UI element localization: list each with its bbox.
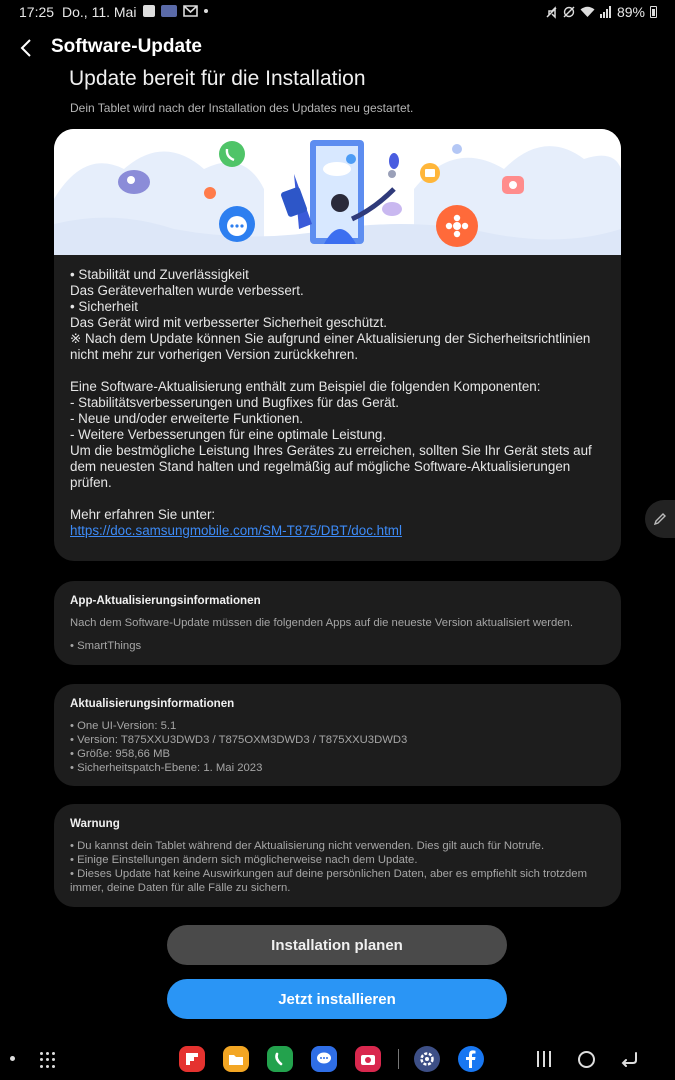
nav-back-button[interactable] xyxy=(620,1050,638,1068)
flipboard-glyph-icon xyxy=(185,1052,199,1066)
warning-title: Warnung xyxy=(70,817,120,830)
wifi-icon xyxy=(580,6,595,18)
facebook-icon[interactable] xyxy=(458,1046,484,1072)
facebook-f-icon xyxy=(465,1050,477,1068)
install-now-button[interactable]: Jetzt installieren xyxy=(167,979,507,1019)
status-bar xyxy=(0,0,675,24)
news-notification-icon xyxy=(161,5,177,17)
battery-icon xyxy=(650,6,657,18)
release-notes-link[interactable]: https://doc.samsungmobile.com/SM-T875/DBT/doc.html xyxy=(70,523,402,538)
app-header xyxy=(0,32,675,64)
files-icon[interactable] xyxy=(223,1046,249,1072)
signal-icon xyxy=(600,6,612,18)
mute-icon xyxy=(545,6,558,19)
camera-lens-icon xyxy=(360,1052,376,1066)
warning-line: • Du kannst dein Tablet während der Aktualisierung nicht verwenden. Dies gilt auch für Notrufe. xyxy=(70,840,545,852)
phone-handset-icon xyxy=(273,1052,287,1066)
update-subtitle: Dein Tablet wird nach der Installation des Updates neu gestartet. xyxy=(70,101,414,115)
alarm-off-icon xyxy=(563,6,575,18)
update-illustration xyxy=(54,129,621,255)
settings-icon[interactable] xyxy=(414,1046,440,1072)
home-button[interactable] xyxy=(578,1051,595,1068)
pencil-icon xyxy=(653,512,667,526)
edge-panel-handle[interactable] xyxy=(645,500,675,538)
battery-percentage: 89% xyxy=(616,4,645,20)
update-info-line: • Sicherheitspatch-Ebene: 1. Mai 2023 xyxy=(70,762,263,774)
update-info-card xyxy=(54,684,621,786)
mail-notification-icon xyxy=(183,5,198,17)
update-heading: Update bereit für die Installation xyxy=(69,67,366,90)
page-title: Software-Update xyxy=(51,36,202,57)
warning-line: • Dieses Update hat keine Auswirkungen auf deine persönlichen Daten, aber es empfiehlt sich trotzdem immer, deine Daten für alle Fälle zu sichern. xyxy=(70,868,588,894)
more-notifications-icon xyxy=(204,9,208,13)
apps-grid-icon[interactable] xyxy=(40,1052,56,1068)
status-date: Do., 11. Mai xyxy=(62,4,137,20)
update-info-line: • One UI-Version: 5.1 xyxy=(70,720,177,732)
release-notes-text: • Stabilität und Zuverlässigkeit Das Geräteverhalten wurde verbessert. • Sicherheit Das Gerät wird mit verbesserter Sicherheit geschützt. ※ Nach dem Update können Sie aufgrund einer Aktualisierung der Sicherheitsrichtlinien nicht mehr zur vorherigen Version zurückkehren. Eine Software-Aktualisierung enthält zum Beispiel die folgenden Komponenten: - Stabilitätsverbesserungen und Bugfixes für das Gerät. - Neue und/oder erweiterte Funktionen. - Weitere Verbesserungen für eine optimale Leistung. Um die bestmögliche Leistung Ihres Gerätes zu erreichen, sollten Sie Ihr Gerät stets auf dem neuesten Stand halten und regelmäßig auf mögliche Software-Aktualisierungen prüfen. Mehr erfahren Sie unter: xyxy=(70,267,592,522)
update-info-line: • Version: T875XXU3DWD3 / T875OXM3DWD3 / T875XXU3DWD3 xyxy=(70,734,408,746)
notification-icons xyxy=(143,5,208,17)
app-update-title: App-Aktualisierungsinformationen xyxy=(70,594,261,607)
app-update-info-card xyxy=(54,581,621,665)
update-info-list xyxy=(70,719,605,775)
release-notes-card xyxy=(54,129,621,561)
chat-bubble-icon xyxy=(316,1052,332,1066)
app-update-list-item: • SmartThings xyxy=(70,640,142,652)
recents-button[interactable] xyxy=(537,1051,553,1067)
checkbox-notification-icon xyxy=(143,5,155,17)
phone-icon[interactable] xyxy=(267,1046,293,1072)
warning-line: • Einige Einstellungen ändern sich möglicherweise nach dem Update. xyxy=(70,854,418,866)
camera-icon[interactable] xyxy=(355,1046,381,1072)
warning-list xyxy=(70,839,605,895)
taskbar xyxy=(0,1040,675,1080)
schedule-install-button[interactable]: Installation planen xyxy=(167,925,507,965)
back-button[interactable] xyxy=(12,34,40,62)
chevron-left-icon xyxy=(20,39,32,57)
update-info-line: • Größe: 958,66 MB xyxy=(70,748,171,760)
warning-card xyxy=(54,804,621,907)
status-time: 17:25 xyxy=(19,4,55,20)
messages-icon[interactable] xyxy=(311,1046,337,1072)
gear-icon xyxy=(419,1051,435,1067)
taskbar-indicator-dot xyxy=(10,1056,15,1061)
update-illustration-art xyxy=(54,129,621,255)
update-info-title: Aktualisierungsinformationen xyxy=(70,697,235,710)
folder-icon xyxy=(228,1053,244,1066)
system-status-icons xyxy=(545,4,657,20)
taskbar-separator xyxy=(398,1049,399,1069)
flipboard-icon[interactable] xyxy=(179,1046,205,1072)
app-update-description: Nach dem Software-Update müssen die folgenden Apps auf die neueste Version aktualisiert werden. xyxy=(70,617,574,629)
